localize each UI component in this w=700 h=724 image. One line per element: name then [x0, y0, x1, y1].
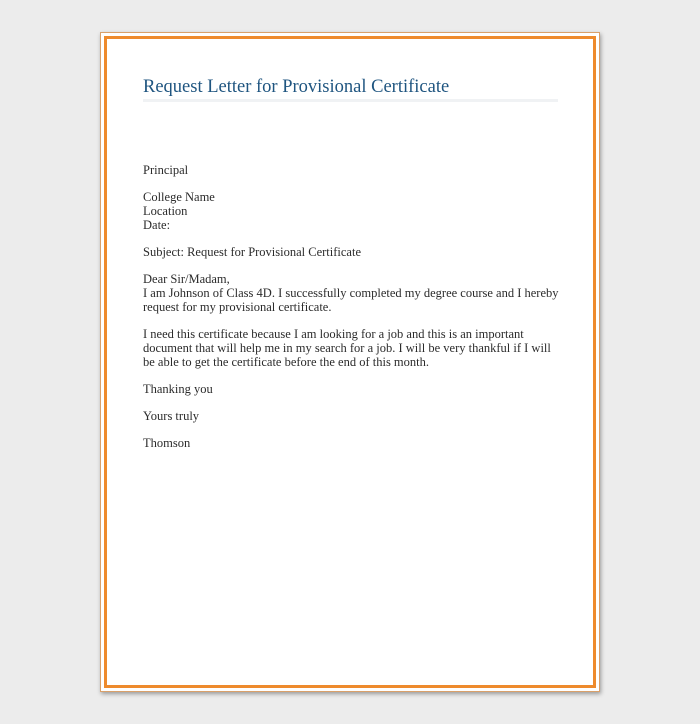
letter-title: Request Letter for Provisional Certificate	[143, 75, 558, 102]
paragraph2-line2: document that will help me in my search for a job. I will be very thankful if I will	[143, 341, 551, 355]
subject: Subject: Request for Provisional Certificate	[143, 245, 362, 259]
signature: Thomson	[143, 436, 191, 450]
letter-page	[100, 32, 600, 692]
recipient-block	[143, 163, 563, 177]
recipient: Principal	[143, 163, 189, 177]
date: Date:	[143, 218, 171, 232]
thanks-block	[143, 382, 563, 396]
thanks: Thanking you	[143, 382, 213, 396]
paragraph2-line3: be able to get the certificate before the end of this month.	[143, 355, 429, 369]
paragraph2-line1: I need this certificate because I am looking for a job and this is an important	[143, 327, 524, 341]
college-name: College Name	[143, 190, 215, 204]
paragraph1-line1: I am Johnson of Class 4D. I successfully completed my degree course and I hereby	[143, 286, 559, 300]
subject-block	[143, 245, 563, 259]
address-block	[143, 190, 563, 232]
paragraph-reason	[143, 327, 563, 369]
closing-block	[143, 409, 563, 423]
location: Location	[143, 204, 188, 218]
paragraph1-line2: request for my provisional certificate.	[143, 300, 332, 314]
closing: Yours truly	[143, 409, 200, 423]
salutation: Dear Sir/Madam,	[143, 272, 230, 286]
letter-body	[143, 163, 563, 463]
signature-block	[143, 436, 563, 450]
paragraph-intro	[143, 272, 563, 314]
